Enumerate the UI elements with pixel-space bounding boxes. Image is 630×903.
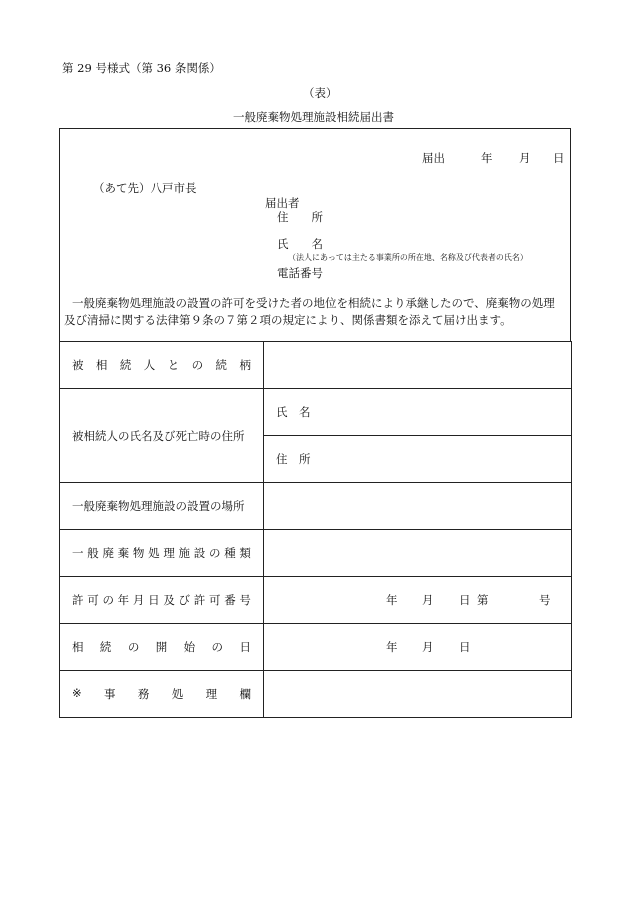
type-label-char: 処 [148,546,160,560]
relation-label-char: 柄 [239,358,251,372]
deceased-name-label: 氏 名 [276,405,311,419]
body-text-line-2: 及び清掃に関する法律第９条の７第２項の規定により、関係書類を添えて届け出ます。 [64,313,512,327]
start-day: 日 [459,640,471,654]
row-start [60,624,572,671]
relation-label-char: 人 [143,358,156,372]
field-office-use [264,671,572,718]
relation-label-char: 相 [95,358,108,372]
type-label-char: 物 [132,546,145,560]
start-year: 年 [386,640,398,654]
relation-label-char: 被 [72,358,84,372]
form-title: 一般廃棄物処理施設相続届出書 [233,110,394,124]
deceased-address-label: 住 所 [276,452,311,466]
row-relation [60,342,572,389]
relation-label-char: 続 [215,358,228,372]
type-label-char: 理 [163,546,175,560]
field-deceased-name[interactable] [264,389,572,436]
row-location [60,483,572,530]
field-permit[interactable] [264,577,572,624]
location-label: 一般廃棄物処理施設の設置の場所 [72,499,245,513]
start-month: 月 [422,640,434,654]
type-label-char: 施 [178,546,191,560]
label-permit [60,577,264,624]
applicant-name-label: 氏 名 [277,237,323,251]
permit-year: 年 [386,593,398,607]
permit-label-char: の [102,593,114,607]
office-label-char: 理 [205,687,218,701]
permit-label-char: 日 [148,593,160,607]
addressee: （あて先）八戸市長 [93,181,197,195]
permit-label-char: 可 [208,593,221,607]
declaration-box [59,128,571,342]
applicant-name-note: （法人にあっては主たる事業所の所在地、名称及び代表者の氏名） [288,253,528,262]
body-text-line-1: 一般廃棄物処理施設の設置の許可を受けた者の地位を相続により承継したので、廃棄物の処理 [72,296,555,310]
date-year: 年 [481,151,493,165]
row-type [60,530,572,577]
label-office-use [60,671,264,718]
permit-dai: 第 [477,593,489,607]
field-start[interactable] [264,624,572,671]
label-location [60,483,264,530]
form-number: 第 29 号様式（第 36 条関係） [62,61,221,75]
permit-label-char: 許 [193,593,206,607]
start-label-char: 相 [72,640,84,654]
date-day: 日 [553,151,565,165]
permit-label-char: 年 [117,593,130,607]
office-label-char: 欄 [239,687,251,701]
permit-label-char: 許 [72,593,84,607]
start-label-char: 続 [99,640,112,654]
office-label-char: 処 [171,687,184,701]
type-label-char: 般 [87,546,99,560]
permit-label-char: び [178,593,191,607]
form-table [59,341,572,718]
deceased-label: 被相続人の氏名及び死亡時の住所 [72,428,245,443]
office-label-char: 務 [137,687,150,701]
office-label-char: 事 [104,687,116,701]
applicant-phone-label: 電話番号 [277,266,323,280]
filed-label: 届出 [422,151,445,165]
permit-label-char: 月 [132,593,145,607]
row-office-use [60,671,572,718]
type-label-char: 一 [72,546,84,560]
permit-month: 月 [422,593,434,607]
field-location[interactable] [264,483,572,530]
start-label-char: 始 [183,640,196,654]
type-label-char: 廃 [102,546,114,560]
applicant-address-label: 住 所 [277,210,323,224]
field-type[interactable] [264,530,572,577]
type-label-char: 設 [193,546,206,560]
relation-label-char: と [167,358,180,372]
permit-label-char: 可 [87,593,99,607]
start-label-char: の [211,640,224,654]
start-label-char: の [127,640,140,654]
relation-label-char: 続 [119,358,132,372]
permit-day: 日 [459,593,471,607]
row-deceased-name [60,389,572,436]
type-label-char: 種 [224,546,236,560]
row-permit [60,577,572,624]
type-label-char: 棄 [117,546,130,560]
side-label: （表） [303,86,338,100]
label-deceased [60,389,264,483]
permit-label-char: 及 [163,593,175,607]
relation-label-char: の [191,358,204,372]
date-month: 月 [519,151,531,165]
label-relation [60,342,264,389]
permit-label-char: 番 [224,593,236,607]
field-deceased-address[interactable] [264,436,572,483]
field-relation[interactable] [264,342,572,389]
type-label-char: 類 [239,546,251,560]
type-label-char: の [208,546,221,560]
permit-label-char: 号 [239,593,251,607]
start-label-char: 日 [239,640,251,654]
label-type [60,530,264,577]
start-label-char: 開 [155,640,168,654]
office-label-char: ※ [72,686,82,700]
label-start [60,624,264,671]
permit-go: 号 [539,593,551,607]
applicant-header: 届出者 [265,196,300,210]
